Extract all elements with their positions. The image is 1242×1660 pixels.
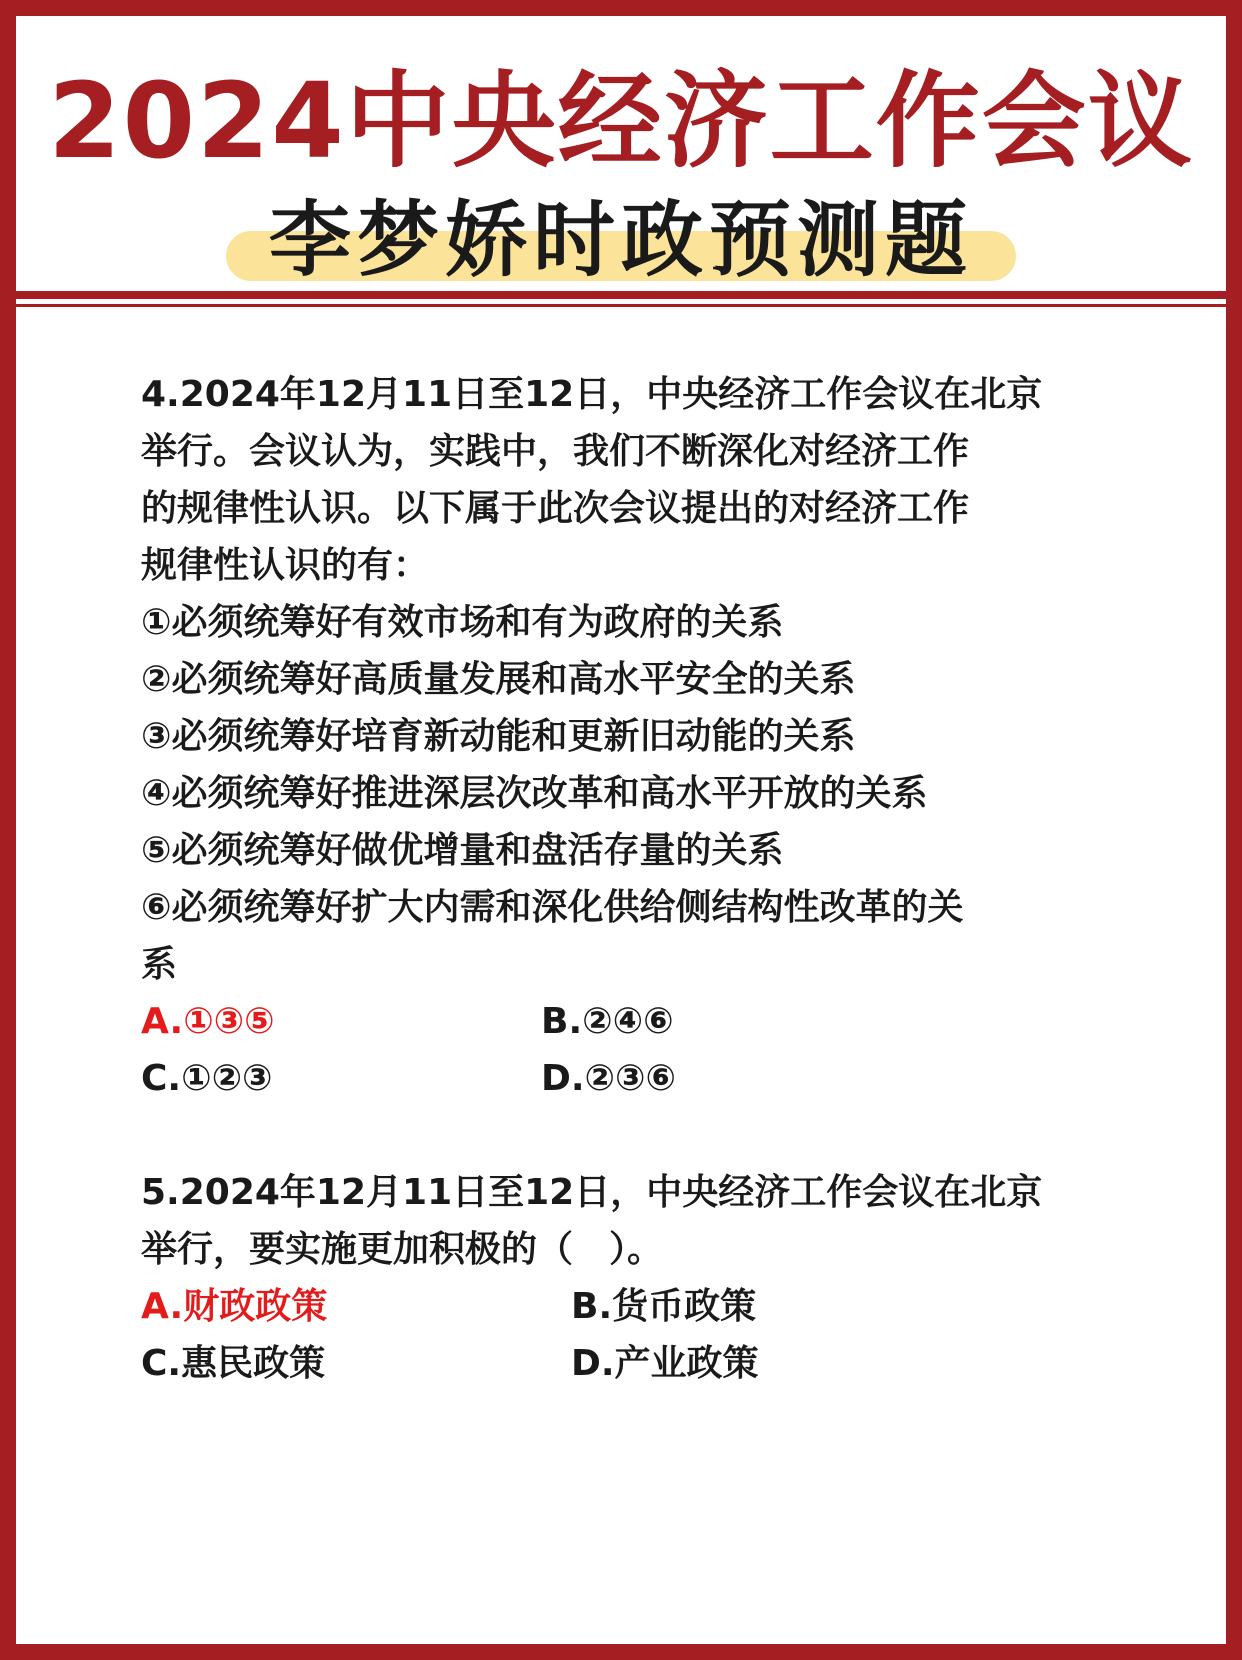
question-5-option-d: D.产业政策 bbox=[571, 1343, 759, 1384]
question-4-stem-line: 规律性认识的有： bbox=[141, 545, 430, 586]
question-4-stem-line: 的规律性认识。以下属于此次会议提出的对经济工作 bbox=[141, 488, 970, 529]
question-5-option-b: B.货币政策 bbox=[571, 1286, 757, 1327]
question-4-option-c: C.①②③ bbox=[141, 1058, 273, 1099]
question-5-option-a-correct: A.财政政策 bbox=[141, 1286, 328, 1327]
question-5 bbox=[141, 1164, 1121, 1392]
question-5-options bbox=[141, 1278, 1121, 1392]
question-4-item: ⑤必须统筹好做优增量和盘活存量的关系 bbox=[141, 830, 784, 871]
question-4-option-d: D.②③⑥ bbox=[541, 1058, 676, 1099]
question-gap bbox=[141, 1107, 1121, 1164]
question-5-stem-line: 举行，要实施更加积极的（ ）。 bbox=[141, 1229, 664, 1270]
question-content bbox=[141, 366, 1121, 1392]
page-subtitle: 李梦娇时政预测题 bbox=[268, 193, 973, 288]
question-4-item: ④必须统筹好推进深层次改革和高水平开放的关系 bbox=[141, 773, 928, 814]
question-4-item: ③必须统筹好培育新动能和更新旧动能的关系 bbox=[141, 716, 856, 757]
question-4-item: ②必须统筹好高质量发展和高水平安全的关系 bbox=[141, 659, 856, 700]
question-4 bbox=[141, 366, 1121, 1107]
header-divider-thick bbox=[16, 291, 1226, 299]
question-4-option-b: B.②④⑥ bbox=[541, 1001, 674, 1042]
question-4-item: ①必须统筹好有效市场和有为政府的关系 bbox=[141, 602, 784, 643]
page-title: 2024中央经济工作会议 bbox=[48, 60, 1194, 182]
question-4-option-a-correct: A.①③⑤ bbox=[141, 1001, 275, 1042]
question-4-stem-line: 举行。会议认为，实践中，我们不断深化对经济工作 bbox=[141, 431, 970, 472]
question-4-options bbox=[141, 993, 1121, 1107]
question-4-stem-line: 4.2024年12月11日至12日，中央经济工作会议在北京 bbox=[141, 374, 1043, 415]
header bbox=[16, 16, 1226, 291]
page-card bbox=[16, 16, 1226, 1644]
question-4-item: ⑥必须统筹好扩大内需和深化供给侧结构性改革的关 bbox=[141, 887, 964, 928]
question-5-stem-line: 5.2024年12月11日至12日，中央经济工作会议在北京 bbox=[141, 1172, 1043, 1213]
question-5-option-c: C.惠民政策 bbox=[141, 1343, 326, 1384]
question-4-item: 系 bbox=[141, 944, 178, 985]
header-divider-thin bbox=[16, 304, 1226, 307]
